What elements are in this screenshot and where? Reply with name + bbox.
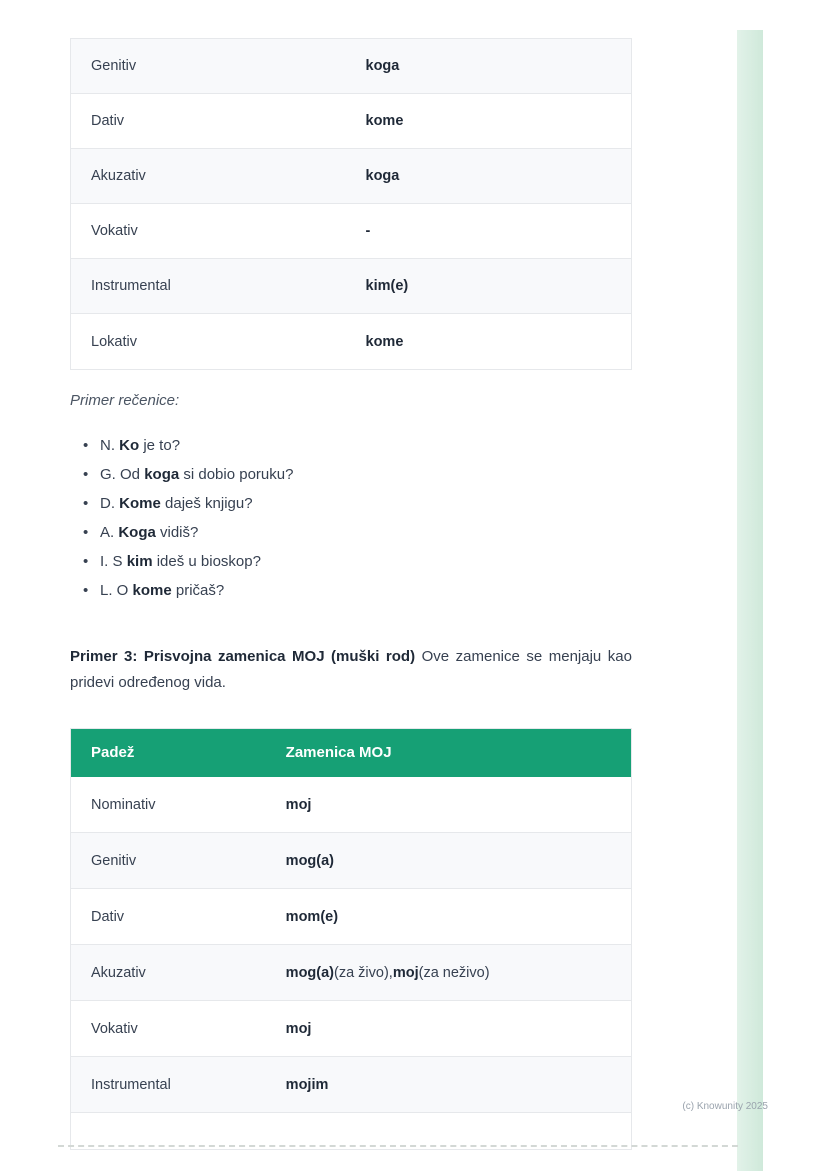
case-cell: Instrumental — [91, 278, 171, 294]
table-row — [71, 1001, 631, 1057]
example-rest: vidiš? — [155, 524, 199, 541]
value-cell: mom(e) — [285, 908, 339, 925]
case-cell: Vokativ — [91, 223, 138, 239]
value-bold-part: mog(a) — [285, 964, 335, 981]
example-prefix: I. S — [100, 553, 127, 570]
case-cell: Dativ — [91, 908, 125, 925]
example-item — [70, 524, 632, 542]
primer3-rest: Ove zamenice se menjaju kao pridevi određenog vida. — [70, 648, 632, 691]
table-row — [71, 204, 631, 259]
value-cell: kim(e) — [365, 278, 409, 294]
example-rest: ideš u bioskop? — [152, 553, 261, 570]
value-cell: koga — [365, 58, 400, 74]
value-cell: moj — [285, 1020, 312, 1037]
value-normal-part: (za neživo) — [418, 964, 490, 981]
page-break-dashed-line — [58, 1145, 738, 1147]
value-cell: koga — [365, 168, 400, 184]
value-cell: - — [365, 223, 371, 239]
table-row — [71, 149, 631, 204]
table-row — [71, 889, 631, 945]
example-bold-word: Koga — [118, 524, 156, 541]
example-rest: si dobio poruku? — [179, 466, 294, 483]
example-bold-word: koga — [144, 466, 180, 483]
table-row — [71, 1057, 631, 1113]
case-cell: Dativ — [91, 113, 125, 129]
table-row — [71, 94, 631, 149]
primer3-paragraph — [70, 644, 632, 696]
value-cell — [266, 945, 631, 1000]
case-cell: Vokativ — [91, 1020, 138, 1037]
value-normal-part: (za živo), — [334, 964, 393, 981]
example-prefix: G. Od — [100, 466, 145, 483]
example-heading: Primer rečenice: — [70, 392, 180, 409]
case-cell: Nominativ — [91, 796, 156, 813]
declension-table-moj — [70, 728, 632, 1150]
table-row — [71, 945, 631, 1001]
case-cell: Lokativ — [91, 333, 137, 350]
example-bold-word: Ko — [119, 437, 140, 454]
declension-table-ko — [70, 38, 632, 370]
header-case-cell: Padež — [91, 744, 135, 761]
table-row — [71, 314, 631, 369]
example-item — [70, 437, 632, 455]
table-header-row — [71, 729, 631, 777]
example-rest: daješ knjigu? — [160, 495, 253, 512]
example-rest: pričaš? — [171, 582, 225, 599]
example-item — [70, 495, 632, 513]
example-item — [70, 553, 632, 571]
table-row — [71, 777, 631, 833]
case-cell: Akuzativ — [91, 964, 146, 981]
example-prefix: D. — [100, 495, 120, 512]
table-row-partial — [71, 1113, 631, 1149]
example-item — [70, 582, 632, 600]
example-item — [70, 466, 632, 484]
case-cell: Genitiv — [91, 852, 137, 869]
table-row — [71, 833, 631, 889]
copyright: (c) Knowunity 2025 — [682, 1101, 768, 1112]
table-row — [71, 39, 631, 94]
example-prefix: L. O — [100, 582, 133, 599]
document-content — [70, 38, 632, 1150]
value-cell: mog(a) — [285, 852, 335, 869]
example-bold-word: kim — [126, 553, 153, 570]
table-row — [71, 259, 631, 314]
primer3-bold: Primer 3: Prisvojna zamenica MOJ (muški rod) — [70, 648, 416, 665]
value-cell: mojim — [285, 1076, 329, 1093]
example-prefix: N. — [100, 437, 120, 454]
case-cell — [71, 1113, 266, 1149]
case-cell: Genitiv — [91, 58, 137, 74]
case-cell: Akuzativ — [91, 168, 146, 184]
value-cell: kome — [365, 113, 404, 129]
value-cell: kome — [365, 333, 404, 350]
header-value-cell: Zamenica MOJ — [285, 744, 392, 761]
value-cell — [266, 1113, 631, 1149]
example-prefix: A. — [100, 524, 119, 541]
example-bold-word: Kome — [119, 495, 161, 512]
page-edge-strip — [737, 30, 763, 1171]
case-cell: Instrumental — [91, 1076, 171, 1093]
example-rest: je to? — [139, 437, 181, 454]
value-cell: moj — [285, 796, 312, 813]
example-bold-word: kome — [132, 582, 172, 599]
value-bold-part: moj — [392, 964, 419, 981]
example-list — [70, 437, 632, 600]
